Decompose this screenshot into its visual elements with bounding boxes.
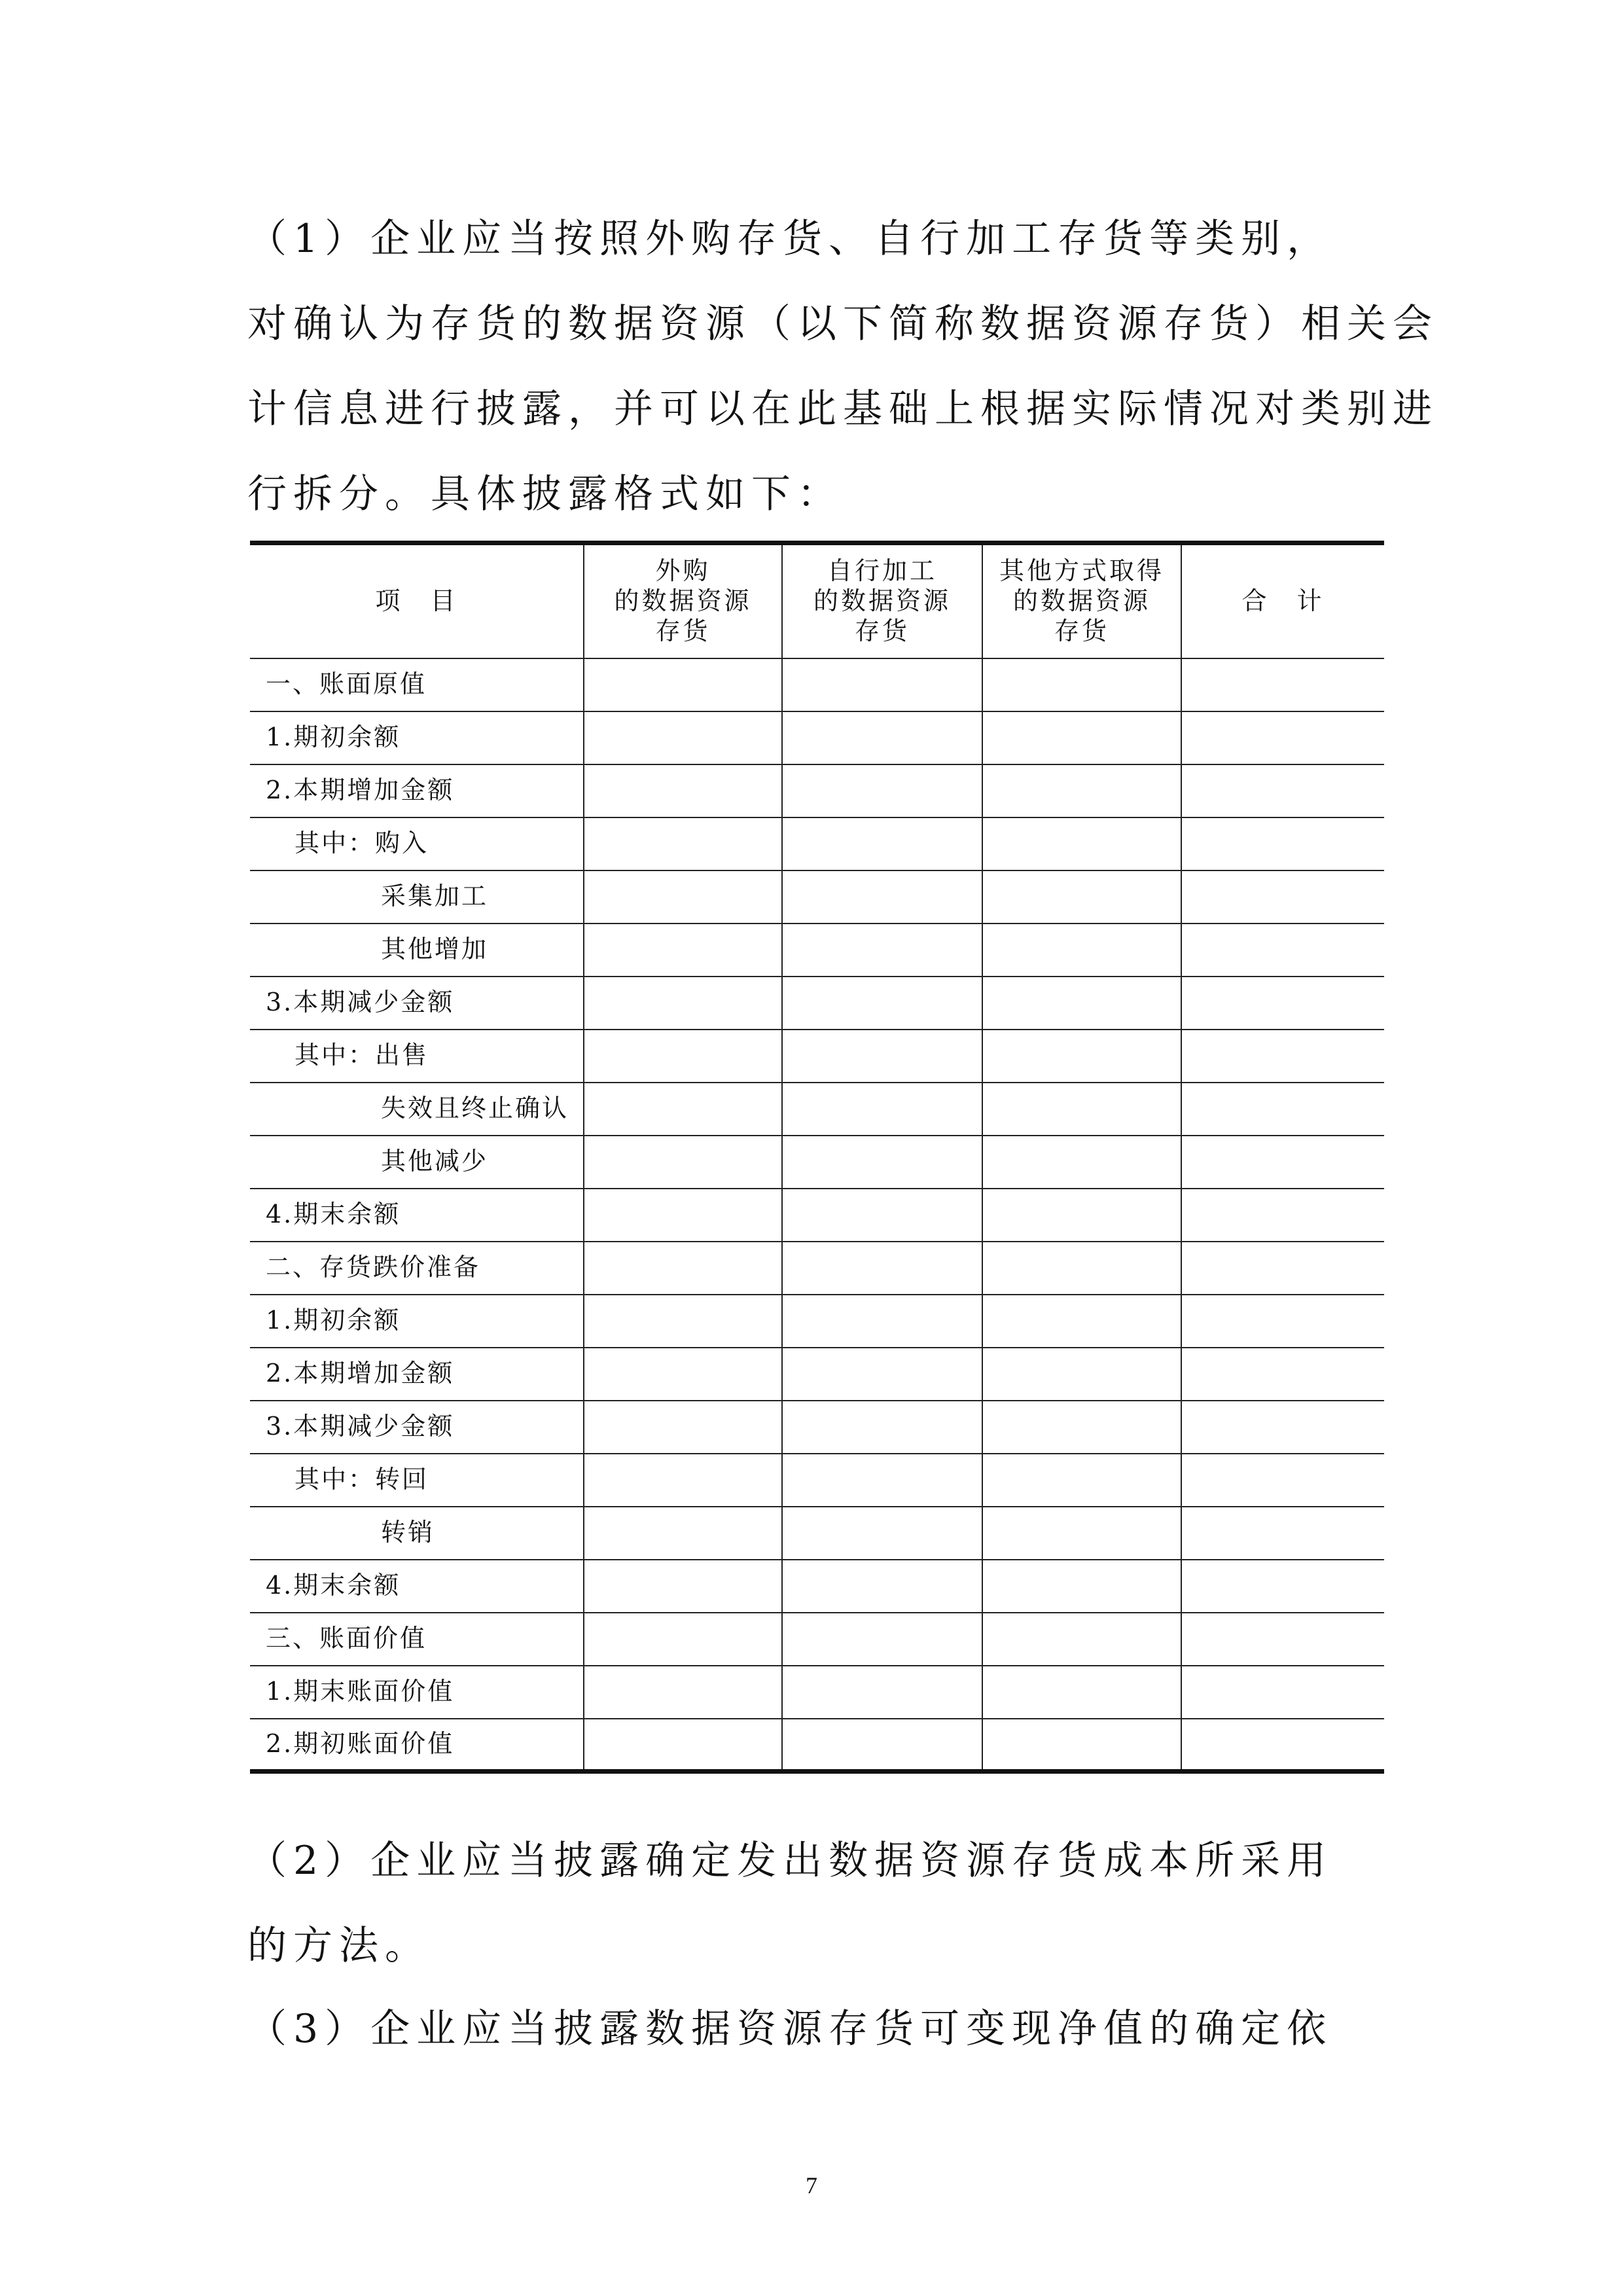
cell-other [982, 1242, 1181, 1295]
cell-self-processed [782, 1189, 982, 1242]
header-self-processed: 自行加工 的数据资源 存货 [782, 543, 982, 658]
cell-self-processed [782, 1136, 982, 1189]
table-row [250, 870, 1384, 924]
cell-self-processed [782, 870, 982, 924]
cell-total [1181, 1348, 1384, 1401]
cell-other [982, 1613, 1181, 1666]
cell-purchased [584, 870, 782, 924]
table-row [250, 1083, 1384, 1136]
cell-self-processed [782, 1666, 982, 1719]
row-label: 1.期初余额 [250, 1295, 584, 1348]
cell-self-processed [782, 817, 982, 870]
cell-self-processed [782, 1242, 982, 1295]
cell-total [1181, 1295, 1384, 1348]
cell-purchased [584, 1242, 782, 1295]
cell-total [1181, 1719, 1384, 1772]
cell-total [1181, 870, 1384, 924]
cell-other [982, 924, 1181, 977]
paragraph-line: 的方法。 [247, 1923, 431, 1969]
table-row [250, 1401, 1384, 1454]
cell-total [1181, 1613, 1384, 1666]
header-total: 合 计 [1181, 543, 1384, 658]
paragraph-line: 行拆分。具体披露格式如下： [247, 471, 843, 517]
table-row [250, 1560, 1384, 1613]
table-row [250, 1295, 1384, 1348]
disclosure-table [250, 541, 1384, 1774]
cell-other [982, 1507, 1181, 1560]
cell-total [1181, 764, 1384, 817]
cell-purchased [584, 1401, 782, 1454]
header-other: 其他方式取得 的数据资源 存货 [982, 543, 1181, 658]
cell-total [1181, 1507, 1384, 1560]
cell-total [1181, 1030, 1384, 1083]
cell-self-processed [782, 711, 982, 764]
cell-other [982, 1295, 1181, 1348]
cell-purchased [584, 1666, 782, 1719]
table-row [250, 924, 1384, 977]
table-body [250, 658, 1384, 1772]
cell-purchased [584, 1136, 782, 1189]
cell-total [1181, 1136, 1384, 1189]
cell-other [982, 1348, 1181, 1401]
cell-purchased [584, 1454, 782, 1507]
cell-other [982, 764, 1181, 817]
row-label: 采集加工 [250, 870, 584, 924]
row-label: 其中：转回 [250, 1454, 584, 1507]
table-row [250, 1136, 1384, 1189]
cell-other [982, 1719, 1181, 1772]
table-row [250, 1613, 1384, 1666]
row-label: 其中：购入 [250, 817, 584, 870]
cell-total [1181, 1401, 1384, 1454]
row-label: 失效且终止确认 [250, 1083, 584, 1136]
cell-other [982, 711, 1181, 764]
row-label: 4.期末余额 [250, 1189, 584, 1242]
cell-self-processed [782, 1560, 982, 1613]
cell-self-processed [782, 1348, 982, 1401]
cell-other [982, 870, 1181, 924]
table-row [250, 711, 1384, 764]
cell-purchased [584, 817, 782, 870]
table-row [250, 1030, 1384, 1083]
paragraph-line: 计信息进行披露，并可以在此基础上根据实际情况对类别进 [247, 386, 1438, 432]
cell-other [982, 658, 1181, 711]
table-row [250, 1507, 1384, 1560]
cell-purchased [584, 1719, 782, 1772]
cell-other [982, 1083, 1181, 1136]
paragraph-2 [247, 1818, 1380, 1988]
cell-other [982, 1136, 1181, 1189]
row-label: 3.本期减少金额 [250, 1401, 584, 1454]
row-label: 1.期末账面价值 [250, 1666, 584, 1719]
row-label: 2.本期增加金额 [250, 1348, 584, 1401]
cell-purchased [584, 1189, 782, 1242]
cell-total [1181, 1666, 1384, 1719]
cell-self-processed [782, 977, 982, 1030]
cell-other [982, 1560, 1181, 1613]
table-row [250, 1348, 1384, 1401]
paragraph-1 [247, 196, 1438, 537]
cell-other [982, 1454, 1181, 1507]
paragraph-line: 对确认为存货的数据资源（以下简称数据资源存货）相关会 [247, 301, 1438, 347]
cell-total [1181, 658, 1384, 711]
cell-other [982, 1401, 1181, 1454]
cell-purchased [584, 711, 782, 764]
row-label: 3.本期减少金额 [250, 977, 584, 1030]
cell-other [982, 1189, 1181, 1242]
cell-self-processed [782, 1719, 982, 1772]
cell-other [982, 1030, 1181, 1083]
table-row [250, 1454, 1384, 1507]
cell-total [1181, 1242, 1384, 1295]
row-label: 4.期末余额 [250, 1560, 584, 1613]
cell-self-processed [782, 1295, 982, 1348]
row-label: 其中：出售 [250, 1030, 584, 1083]
cell-total [1181, 1083, 1384, 1136]
row-label: 三、账面价值 [250, 1613, 584, 1666]
row-label: 转销 [250, 1507, 584, 1560]
table-row [250, 1189, 1384, 1242]
cell-total [1181, 924, 1384, 977]
cell-total [1181, 1454, 1384, 1507]
cell-self-processed [782, 1030, 982, 1083]
cell-other [982, 977, 1181, 1030]
row-label: 1.期初余额 [250, 711, 584, 764]
table-row [250, 658, 1384, 711]
header-item: 项 目 [250, 543, 584, 658]
cell-other [982, 1666, 1181, 1719]
cell-self-processed [782, 1613, 982, 1666]
row-label: 其他减少 [250, 1136, 584, 1189]
cell-purchased [584, 764, 782, 817]
cell-self-processed [782, 924, 982, 977]
cell-total [1181, 1189, 1384, 1242]
table-header-row [250, 543, 1384, 658]
table-row [250, 764, 1384, 817]
cell-self-processed [782, 1401, 982, 1454]
table-row [250, 977, 1384, 1030]
row-label: 其他增加 [250, 924, 584, 977]
cell-purchased [584, 1560, 782, 1613]
cell-self-processed [782, 1454, 982, 1507]
cell-self-processed [782, 658, 982, 711]
cell-self-processed [782, 764, 982, 817]
cell-purchased [584, 924, 782, 977]
cell-purchased [584, 1030, 782, 1083]
paragraph-line: （3）企业应当披露数据资源存货可变现净值的确定依 [247, 2006, 1333, 2052]
cell-purchased [584, 1348, 782, 1401]
cell-purchased [584, 977, 782, 1030]
table-row [250, 1719, 1384, 1772]
row-label: 二、存货跌价准备 [250, 1242, 584, 1295]
table-row [250, 1242, 1384, 1295]
cell-self-processed [782, 1083, 982, 1136]
header-purchased: 外购 的数据资源 存货 [584, 543, 782, 658]
cell-purchased [584, 1083, 782, 1136]
cell-total [1181, 1560, 1384, 1613]
table-row [250, 817, 1384, 870]
cell-purchased [584, 1613, 782, 1666]
cell-total [1181, 817, 1384, 870]
cell-purchased [584, 1295, 782, 1348]
paragraph-3 [247, 1986, 1380, 2072]
page-number: 7 [806, 2172, 817, 2198]
row-label: 2.期初账面价值 [250, 1719, 584, 1772]
cell-purchased [584, 1507, 782, 1560]
paragraph-line: （1）企业应当按照外购存货、自行加工存货等类别， [247, 216, 1333, 262]
cell-total [1181, 977, 1384, 1030]
paragraph-line: （2）企业应当披露确定发出数据资源存货成本所采用 [247, 1838, 1333, 1884]
row-label: 2.本期增加金额 [250, 764, 584, 817]
cell-purchased [584, 658, 782, 711]
cell-self-processed [782, 1507, 982, 1560]
row-label: 一、账面原值 [250, 658, 584, 711]
cell-other [982, 817, 1181, 870]
cell-total [1181, 711, 1384, 764]
table-row [250, 1666, 1384, 1719]
